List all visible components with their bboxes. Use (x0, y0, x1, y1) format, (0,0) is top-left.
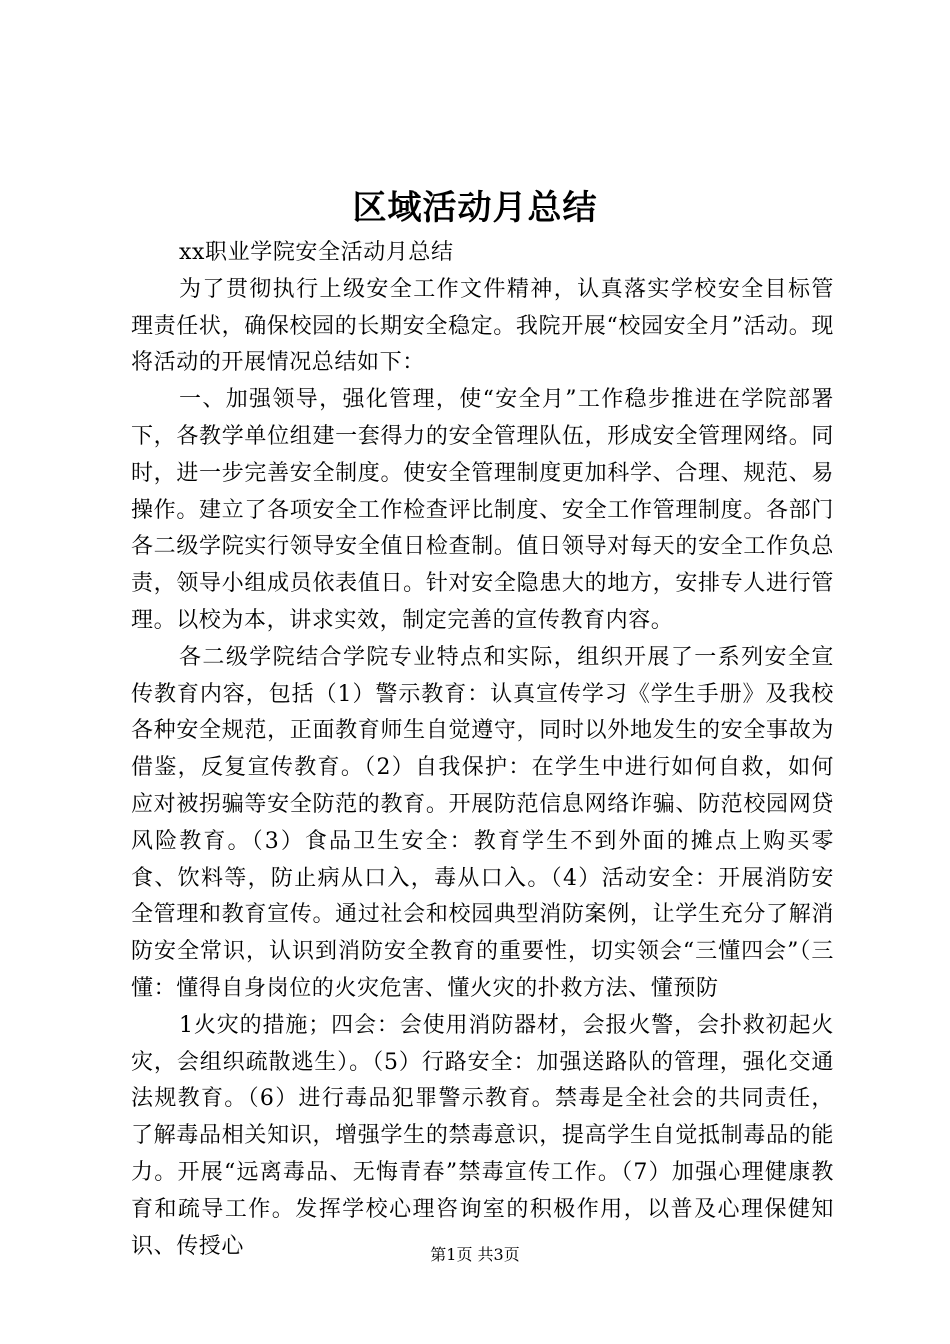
page-footer: 第1页 共3页 (430, 1245, 520, 1264)
document-body (131, 235, 834, 1265)
paragraph-continued: 1火灾的措施；四会：会使用消防器材，会报火警，会扑救初起火灾，会组织疏散逃生）。（5）行路安全：加强送路队的管理，强化交通法规教育。（6）进行毒品犯罪警示教育。禁毒是全社会的共同责任，了解毒品相关知识，增强学生的禁毒意识，提高学生自觉抵制毒品的能力。开展“远离毒品、无悔青春”禁毒宣传工作。（7）加强心理健康教育和疏导工作。发挥学校心理咨询室的积极作用，以普及心理保健知识、传授心 (131, 1012, 834, 1259)
paragraph-subtitle: xx职业学院安全活动月总结 (179, 240, 454, 265)
document-title: 区域活动月总结 (352, 188, 598, 228)
paragraph-intro: 为了贯彻执行上级安全工作文件精神，认真落实学校安全目标管理责任状，确保校园的长期安全稳定。我院开展“校园安全月”活动。现将活动的开展情况总结如下： (131, 276, 834, 376)
paragraph-leadership: 一、加强领导，强化管理，使“安全月”工作稳步推进在学院部署下，各教学单位组建一套得力的安全管理队伍，形成安全管理网络。同时，进一步完善安全制度。使安全管理制度更加科学、合理、规范、易操作。建立了各项安全工作检查评比制度、安全工作管理制度。各部门各二级学院实行领导安全值日检查制。值日领导对每天的安全工作负总责，领导小组成员依表值日。针对安全隐患大的地方，安排专人进行管理。以校为本，讲求实效，制定完善的宣传教育内容。 (131, 387, 834, 633)
paragraph-education: 各二级学院结合学院专业特点和实际，组织开展了一系列安全宣传教育内容，包括（1）警示教育：认真宣传学习《学生手册》及我校各种安全规范，正面教育师生自觉遵守，同时以外地发生的安全事故为借鉴，反复宣传教育。（2）自我保护：在学生中进行如何自救，如何应对被拐骗等安全防范的教育。开展防范信息网络诈骗、防范校园网贷风险教育。（3）食品卫生安全：教育学生不到外面的摊点上购买零食、饮料等，防止病从口入，毒从口入。（4）活动安全：开展消防安全管理和教育宣传。通过社会和校园典型消防案例，让学生充分了解消防安全常识，认识到消防安全教育的重要性，切实领会“三懂四会”（三懂：懂得自身岗位的火灾危害、懂火灾的扑救方法、懂预防 (131, 644, 834, 1001)
